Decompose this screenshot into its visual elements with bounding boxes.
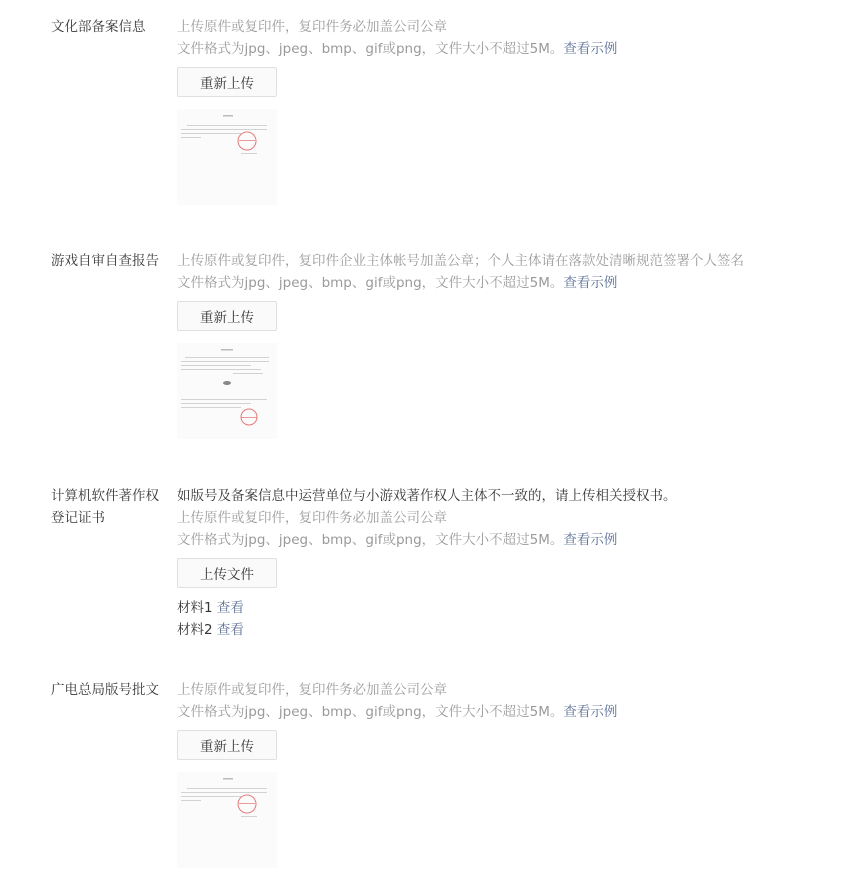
section-content (177, 16, 817, 205)
upload-hint: 上传原件或复印件，复印件务必加盖公司公章 (177, 19, 447, 35)
format-text: 文件格式为jpg、jpeg、bmp、gif或png，文件大小不超过5M。 (177, 275, 564, 291)
section-label-line2: 登记证书 (51, 510, 105, 526)
upload-hint: 上传原件或复印件，复印件务必加盖公司公章 (177, 682, 447, 698)
section-content (177, 679, 817, 868)
section-label: 文化部备案信息 (51, 19, 146, 35)
section-label-line1: 计算机软件著作权 (51, 488, 159, 504)
upload-hint: 上传原件或复印件，复印件务必加盖公司公章 (177, 510, 447, 526)
format-hint (177, 701, 817, 723)
view-example-link[interactable]: 查看示例 (563, 41, 618, 57)
format-hint (177, 529, 817, 551)
view-example-link[interactable]: 查看示例 (563, 275, 618, 291)
format-text: 文件格式为jpg、jpeg、bmp、gif或png，文件大小不超过5M。 (177, 704, 564, 720)
file-name: 材料1 (177, 600, 213, 616)
format-hint (177, 38, 817, 60)
section-label: 广电总局版号批文 (51, 682, 159, 698)
section-content (177, 485, 817, 641)
file-item (177, 619, 817, 641)
upload-hint: 上传原件或复印件，复印件企业主体帐号加盖公章；个人主体请在落款处清晰规范签署个人签名 (177, 253, 744, 269)
uploaded-files-list (177, 597, 817, 641)
view-example-link[interactable]: 查看示例 (563, 704, 618, 720)
format-text: 文件格式为jpg、jpeg、bmp、gif或png，文件大小不超过5M。 (177, 532, 564, 548)
file-name: 材料2 (177, 622, 213, 638)
view-file-link[interactable]: 查看 (216, 600, 244, 616)
section-label (51, 485, 169, 529)
section-label: 游戏自审自查报告 (51, 253, 159, 269)
uploaded-document-thumbnail[interactable] (177, 109, 277, 205)
view-example-link[interactable]: 查看示例 (563, 532, 618, 548)
uploaded-document-thumbnail[interactable] (177, 772, 277, 868)
format-text: 文件格式为jpg、jpeg、bmp、gif或png，文件大小不超过5M。 (177, 41, 564, 57)
section-content (177, 250, 817, 439)
authorization-notice: 如版号及备案信息中运营单位与小游戏著作权人主体不一致的，请上传相关授权书。 (177, 488, 677, 504)
upload-file-button[interactable]: 上传文件 (177, 558, 277, 588)
view-file-link[interactable]: 查看 (216, 622, 244, 638)
reupload-button[interactable]: 重新上传 (177, 301, 277, 331)
uploaded-document-thumbnail[interactable] (177, 343, 277, 439)
reupload-button[interactable]: 重新上传 (177, 730, 277, 760)
reupload-button[interactable]: 重新上传 (177, 67, 277, 97)
format-hint (177, 272, 817, 294)
file-item (177, 597, 817, 619)
